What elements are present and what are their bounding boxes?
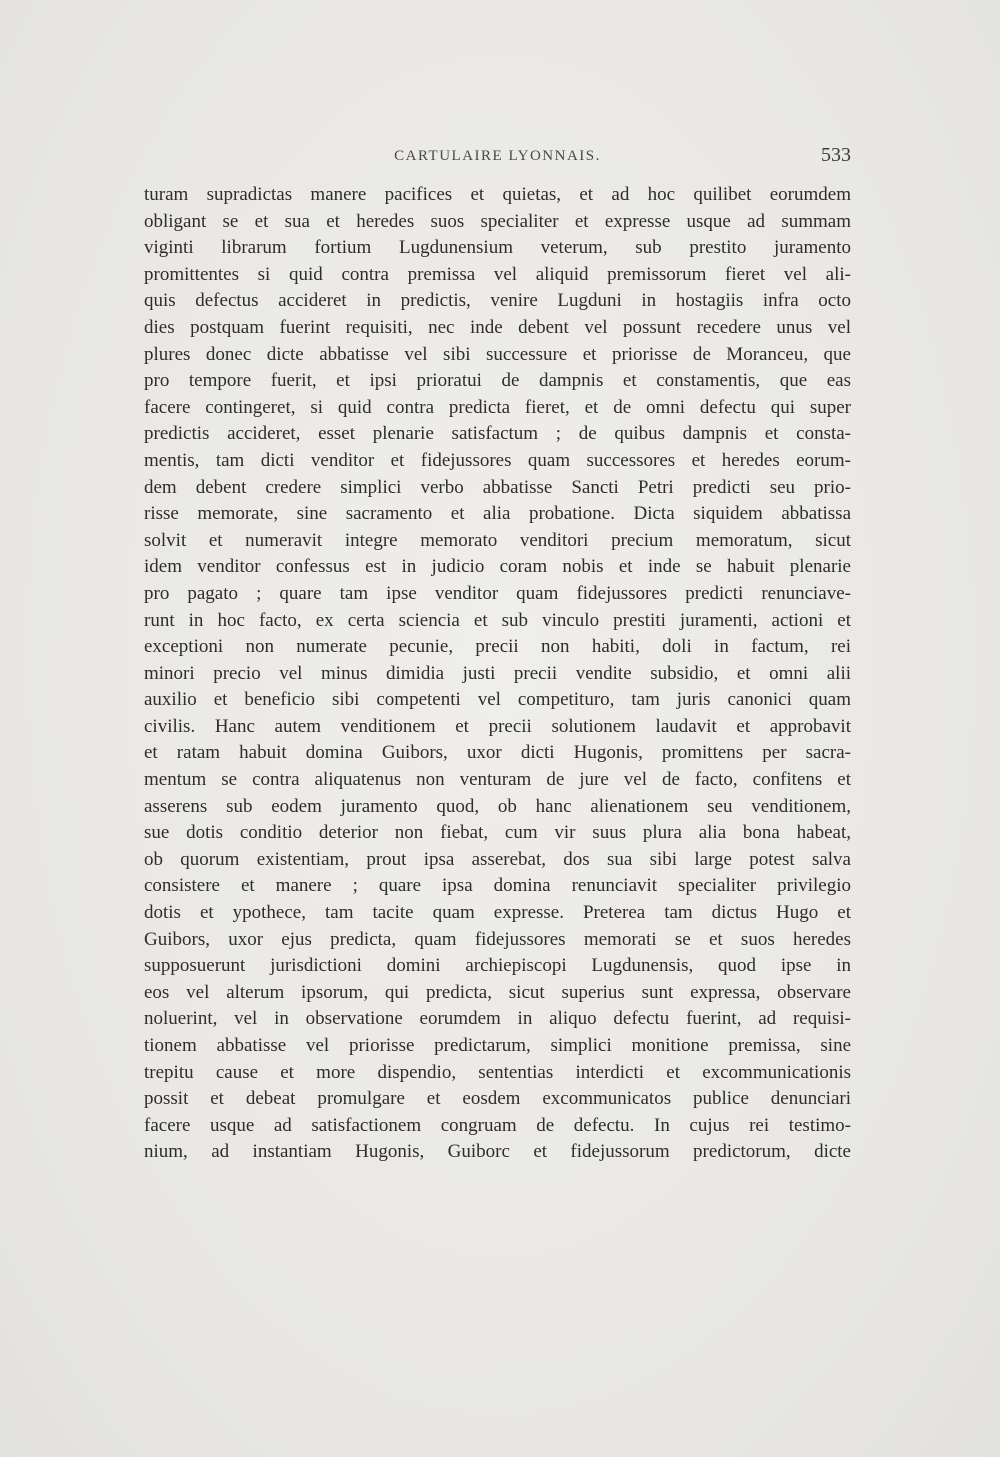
text-line: dotis et ypothece, tam tacite quam expresse. Preterea tam dictus Hugo et bbox=[144, 902, 851, 924]
text-line: consistere et manere ; quare ipsa domina renunciavit specialiter privilegio bbox=[144, 875, 851, 897]
text-line: viginti librarum fortium Lugdunensium veterum, sub prestito juramento bbox=[144, 237, 851, 259]
text-line: turam supradictas manere pacifices et quietas, et ad hoc quilibet eorumdem bbox=[144, 184, 851, 205]
text-line: asserens sub eodem juramento quod, ob hanc alienationem seu venditionem, bbox=[144, 795, 851, 817]
text-line: auxilio et beneficio sibi competenti vel competituro, tam juris canonici quam bbox=[144, 689, 851, 711]
text-line: tionem abbatisse vel priorisse predictarum, simplici monitione premissa, sine bbox=[144, 1035, 851, 1056]
text-line: exceptioni non numerate pecunie, precii non habiti, doli in factum, rei bbox=[144, 636, 851, 658]
text-line: promittentes si quid contra premissa vel aliquid premissorum fieret vel ali- bbox=[144, 263, 851, 285]
body-text bbox=[144, 182, 851, 1166]
text-line: ob quorum existentiam, prout ipsa asserebat, dos sua sibi large potest salva bbox=[144, 848, 851, 870]
text-line: risse memorate, sine sacramento et alia probatione. Dicta siquidem abbatissa bbox=[144, 503, 851, 525]
text-line: runt in hoc facto, ex certa sciencia et sub vinculo prestiti juramenti, actioni et bbox=[144, 609, 851, 631]
text-line: nium, ad instantiam Hugonis, Guiborc et fidejussorum predictorum, dicte bbox=[144, 1141, 851, 1163]
text-line: plures donec dicte abbatisse vel sibi successure et priorisse de Moranceu, que bbox=[144, 343, 851, 365]
text-line: quis defectus accideret in predictis, venire Lugduni in hostagiis infra octo bbox=[144, 290, 851, 312]
text-line: solvit et numeravit integre memorato venditori precium memoratum, sicut bbox=[144, 529, 851, 551]
text-line: dies postquam fuerint requisiti, nec inde debent vel possunt recedere unus vel bbox=[144, 316, 851, 338]
text-line: mentum se contra aliquatenus non venturam de jure vel de facto, confitens et bbox=[144, 769, 851, 791]
text-line: obligant se et sua et heredes suos specialiter et expresse usque ad summam bbox=[144, 210, 851, 232]
text-line: idem venditor confessus est in judicio coram nobis et inde se habuit plenarie bbox=[144, 556, 851, 578]
text-line: facere contingeret, si quid contra predicta fieret, et de omni defectu qui super bbox=[144, 396, 851, 418]
running-head bbox=[144, 144, 851, 172]
text-line: mentis, tam dicti venditor et fidejussores quam successores et heredes eorum- bbox=[144, 449, 851, 471]
text-line: pro pagato ; quare tam ipse venditor quam fidejussores predicti renunciave- bbox=[144, 582, 851, 604]
text-line: eos vel alterum ipsorum, qui predicta, sicut superius sunt expressa, observare bbox=[144, 981, 851, 1003]
text-line: et ratam habuit domina Guibors, uxor dicti Hugonis, promittens per sacra- bbox=[144, 742, 851, 764]
text-line: predictis accideret, esset plenarie satisfactum ; de quibus dampnis et consta- bbox=[144, 423, 851, 445]
text-line: minori precio vel minus dimidia justi precii vendite subsidio, et omni alii bbox=[144, 662, 851, 684]
text-line: civilis. Hanc autem venditionem et precii solutionem laudavit et approbavit bbox=[144, 715, 851, 737]
page-number: 533 bbox=[821, 144, 851, 166]
text-line: trepitu cause et more dispendio, sententias interdicti et excommunicationis bbox=[144, 1061, 851, 1083]
running-title: CARTULAIRE LYONNAIS. bbox=[394, 148, 601, 164]
text-line: noluerint, vel in observatione eorumdem in aliquo defectu fuerint, ad requisi- bbox=[144, 1008, 851, 1030]
text-line: supposuerunt jurisdictioni domini archiepiscopi Lugdunensis, quod ipse in bbox=[144, 955, 851, 977]
text-line: pro tempore fuerit, et ipsi prioratui de dampnis et constamentis, que eas bbox=[144, 370, 851, 392]
text-line: dem debent credere simplici verbo abbatisse Sancti Petri predicti seu prio- bbox=[144, 476, 851, 498]
text-line: possit et debeat promulgare et eosdem excommunicatos publice denunciari bbox=[144, 1088, 851, 1110]
text-line: Guibors, uxor ejus predicta, quam fidejussores memorati se et suos heredes bbox=[144, 928, 851, 950]
text-line: facere usque ad satisfactionem congruam de defectu. In cujus rei testimo- bbox=[144, 1114, 851, 1136]
text-line: sue dotis conditio deterior non fiebat, cum vir suus plura alia bona habeat, bbox=[144, 822, 851, 844]
